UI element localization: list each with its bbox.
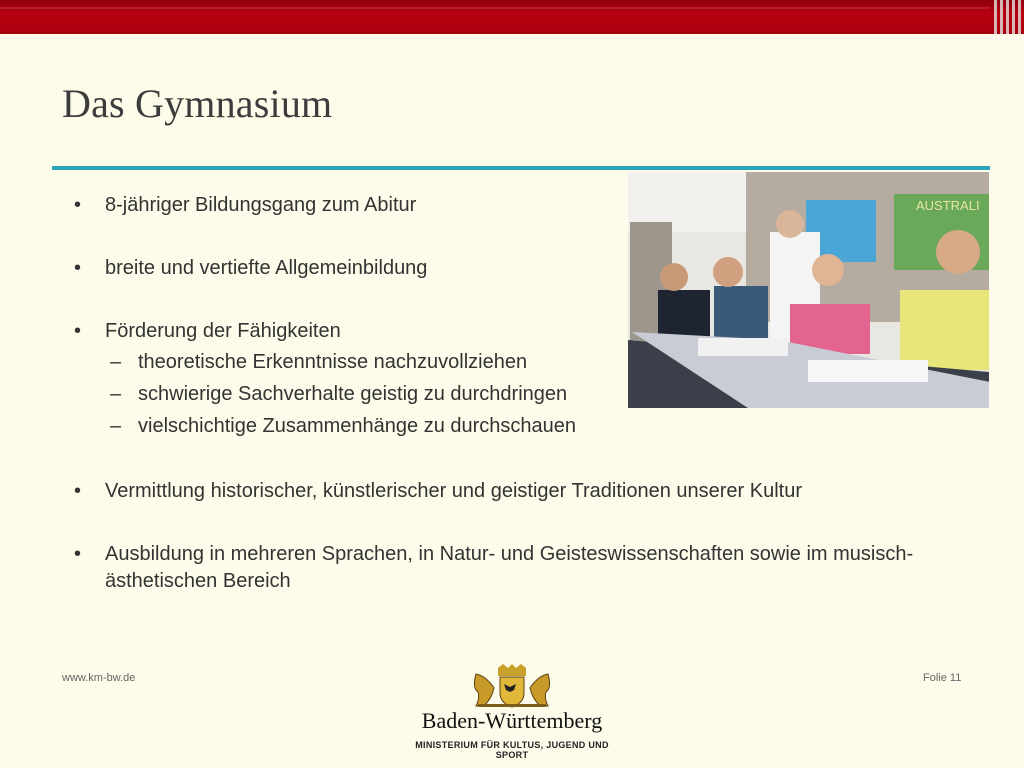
sub-bullet-text: theoretische Erkenntnisse nachzuvollziehen: [138, 351, 528, 373]
sub-bullet-dash: –: [110, 383, 122, 405]
bullet-item: [70, 541, 945, 595]
bullet-dot: •: [74, 320, 82, 342]
logo-name: Baden-Württemberg: [421, 708, 603, 733]
bullet-dot: •: [74, 257, 82, 279]
coat-of-arms-icon: [398, 664, 626, 708]
ministry-name: MINISTERIUM FÜR KULTUS, JUGEND UND SPORT: [415, 740, 609, 760]
poster-text: AUSTRALI: [916, 198, 980, 213]
state-logo: [398, 664, 626, 760]
sub-bullet-dash: –: [110, 351, 122, 373]
slide-number: Folie 11: [923, 672, 962, 684]
bullet-item: [70, 192, 970, 219]
sub-bullet-item: [70, 346, 970, 378]
bullet-dot: •: [74, 543, 82, 565]
sub-bullet-text: vielschichtige Zusammenhänge zu durchschauen: [138, 415, 577, 437]
sub-bullet-item: [70, 410, 970, 442]
title-rule: [52, 166, 990, 170]
bullet-item: [70, 318, 970, 345]
footer-website[interactable]: www.km-bw.de: [62, 672, 136, 684]
top-banner: [0, 0, 1024, 34]
bullet-text: Vermittlung historischer, künstlerischer und geistiger Traditionen unserer Kultur: [105, 480, 803, 502]
bullet-text: breite und vertiefte Allgemeinbildung: [105, 257, 428, 279]
bullet-dot: •: [74, 194, 82, 216]
bullet-dot: •: [74, 480, 82, 502]
bullet-text: 8-jähriger Bildungsgang zum Abitur: [105, 194, 417, 216]
bullet-item: [70, 478, 970, 505]
bullet-text: Ausbildung in mehreren Sprachen, in Natur- und Geisteswissenschaften sowie im musisch-ästhetischen Bereich: [105, 543, 914, 592]
bullet-item: [70, 255, 970, 282]
sub-bullet-item: [70, 378, 970, 410]
bullet-text: Förderung der Fähigkeiten: [105, 320, 341, 342]
sub-bullet-dash: –: [110, 415, 122, 437]
bullet-list: [70, 192, 970, 595]
sub-bullet-text: schwierige Sachverhalte geistig zu durchdringen: [138, 383, 568, 405]
slide-title: Das Gymnasium: [62, 81, 333, 126]
